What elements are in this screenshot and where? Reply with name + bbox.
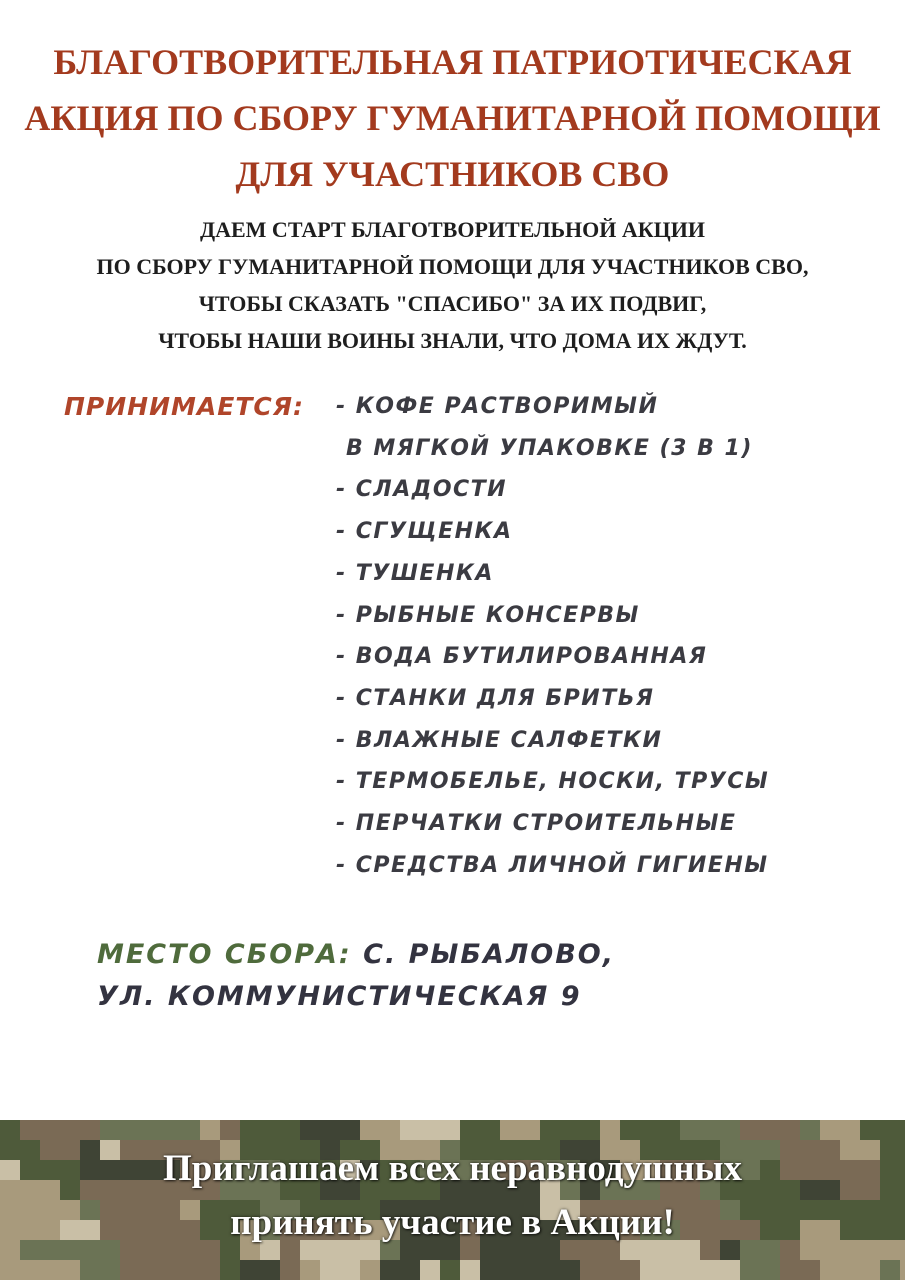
collection-location: [97, 934, 615, 1018]
title-line: АКЦИЯ ПО СБОРУ ГУМАНИТАРНОЙ ПОМОЩИ: [24, 98, 881, 138]
footer-line: Приглашаем всех неравнодушных: [163, 1148, 742, 1189]
title-line: БЛАГОТВОРИТЕЛЬНАЯ ПАТРИОТИЧЕСКАЯ: [53, 42, 852, 82]
accepted-items-list: [336, 386, 769, 886]
intro-line: ПО СБОРУ ГУМАНИТАРНОЙ ПОМОЩИ ДЛЯ УЧАСТНИКОВ СВО,: [96, 254, 809, 279]
intro-line: ДАЕМ СТАРТ БЛАГОТВОРИТЕЛЬНОЙ АКЦИИ: [199, 217, 706, 242]
intro-line: ЧТОБЫ НАШИ ВОИНЫ ЗНАЛИ, ЧТО ДОМА ИХ ЖДУТ.: [158, 328, 747, 353]
list-item: - СРЕДСТВА ЛИЧНОЙ ГИГИЕНЫ: [336, 852, 769, 878]
accepted-label: ПРИНИМАЕТСЯ:: [64, 392, 304, 421]
footer-line: принять участие в Акции!: [230, 1202, 675, 1243]
list-item: - ВЛАЖНЫЕ САЛФЕТКИ: [336, 727, 663, 753]
title-line: ДЛЯ УЧАСТНИКОВ СВО: [235, 154, 670, 194]
location-village: С. РЫБАЛОВО,: [363, 939, 616, 970]
list-item: - СЛАДОСТИ: [336, 477, 508, 503]
list-item: - СТАНКИ ДЛЯ БРИТЬЯ: [336, 685, 655, 711]
page-title: [0, 34, 905, 202]
list-item: - КОФЕ РАСТВОРИМЫЙ: [336, 394, 659, 419]
list-item: - РЫБНЫЕ КОНСЕРВЫ: [336, 602, 640, 628]
list-item: - ВОДА БУТИЛИРОВАННАЯ: [336, 644, 708, 670]
intro-line: ЧТОБЫ СКАЗАТЬ "СПАСИБО" ЗА ИХ ПОДВИГ,: [198, 291, 707, 316]
list-item: - СГУЩЕНКА: [336, 519, 513, 545]
location-label: МЕСТО СБОРА:: [97, 939, 352, 970]
camouflage-footer-banner: [0, 1120, 905, 1280]
location-street: УЛ. КОММУНИСТИЧЕСКАЯ 9: [97, 981, 582, 1012]
list-item: - ТЕРМОБЕЛЬЕ, НОСКИ, ТРУСЫ: [336, 769, 770, 795]
list-item: - ПЕРЧАТКИ СТРОИТЕЛЬНЫЕ: [336, 811, 737, 837]
list-item: - ТУШЕНКА: [336, 560, 494, 586]
intro-text: [0, 211, 905, 359]
list-item: В МЯГКОЙ УПАКОВКЕ (3 В 1): [346, 435, 753, 461]
footer-invitation: [0, 1142, 905, 1250]
